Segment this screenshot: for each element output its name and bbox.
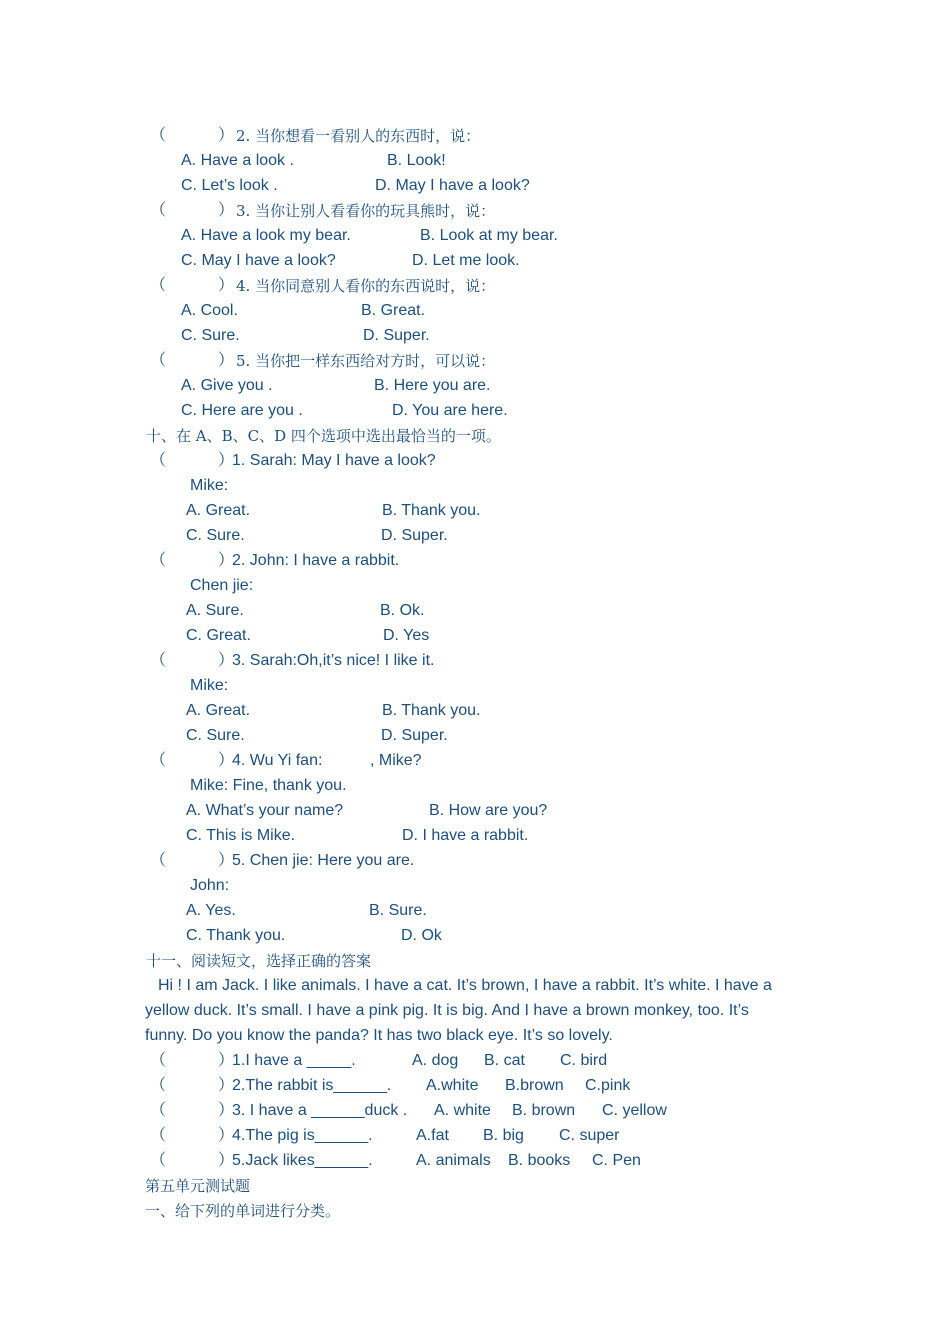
options-row — [0, 800, 950, 822]
option-d: D. May I have a look? — [375, 177, 530, 194]
options-row — [0, 725, 950, 747]
option-c: C. Thank you. — [186, 927, 286, 944]
question-text: 4.The pig is______. — [232, 1127, 373, 1144]
paren-left: （ — [150, 1127, 167, 1144]
options-row — [0, 400, 950, 422]
option-b: B. Thank you. — [382, 502, 481, 519]
option-c: C. Here are you . — [181, 402, 303, 419]
option-c: C. super — [559, 1127, 620, 1144]
option-c: C. Pen — [592, 1152, 641, 1169]
options-row — [0, 600, 950, 622]
speaker-line: Mike: — [190, 677, 229, 694]
speaker-line: Mike: Fine, thank you. — [190, 777, 347, 794]
question-9-3 — [0, 200, 950, 222]
options-row — [0, 300, 950, 322]
question-10-1 — [0, 450, 950, 472]
question-10-2 — [0, 550, 950, 572]
question-text: 3. I have a ______duck . — [232, 1102, 408, 1119]
option-c: C. Sure. — [186, 527, 245, 544]
question-9-5 — [0, 350, 950, 372]
options-row — [0, 900, 950, 922]
options-row — [0, 375, 950, 397]
unit-5-title: 第五单元测试题 — [145, 1177, 251, 1195]
paren-left: （ — [150, 1152, 167, 1169]
paren-right: ） — [218, 852, 235, 869]
paren-right: ） — [218, 752, 235, 769]
paren-right: ） — [218, 1152, 235, 1169]
question-text: 3. 当你让别人看看你的玩具熊时，说： — [236, 202, 496, 220]
question-11-1 — [0, 1050, 950, 1072]
option-b: B. Ok. — [380, 602, 425, 619]
paren-right: ） — [218, 1102, 235, 1119]
passage-line-3: funny. Do you know the panda? It has two black eye. It’s so lovely. — [145, 1027, 613, 1044]
options-row — [0, 700, 950, 722]
paren-right: ） — [218, 452, 235, 469]
options-row — [0, 175, 950, 197]
option-c: C. yellow — [602, 1102, 667, 1119]
question-text: 3. Sarah:Oh,it’s nice! I like it. — [232, 652, 435, 669]
option-a: A. white — [434, 1102, 491, 1119]
option-c: C. This is Mike. — [186, 827, 296, 844]
question-text: 4. 当你同意别人看你的东西说时，说： — [236, 277, 496, 295]
question-text: 2.The rabbit is______. — [232, 1077, 392, 1094]
section-10-title: 十、在 A、B、C、D 四个选项中选出最恰当的一项。 — [146, 427, 501, 445]
option-a: A. What’s your name? — [186, 802, 344, 819]
question-text: 5. Chen jie: Here you are. — [232, 852, 415, 869]
question-text: 1. Sarah: May I have a look? — [232, 452, 436, 469]
paren-right: ） — [218, 277, 235, 294]
option-a: A.fat — [416, 1127, 449, 1144]
options-row — [0, 500, 950, 522]
options-row — [0, 150, 950, 172]
option-a: A.white — [426, 1077, 479, 1094]
option-a: A. Cool. — [181, 302, 238, 319]
question-text: 2. 当你想看一看别人的东西时，说： — [236, 127, 481, 145]
options-row — [0, 525, 950, 547]
question-10-5 — [0, 850, 950, 872]
unit-5-section-1: 一、给下列的单词进行分类。 — [145, 1202, 341, 1220]
question-10-3 — [0, 650, 950, 672]
option-b: B. Look! — [387, 152, 446, 169]
option-d: D. You are here. — [392, 402, 508, 419]
option-c: C. Great. — [186, 627, 251, 644]
option-a: A. dog — [412, 1052, 459, 1069]
option-d: D. I have a rabbit. — [402, 827, 529, 844]
option-c: C. Sure. — [186, 727, 245, 744]
section-11-title: 十一、阅读短文，选择正确的答案 — [146, 952, 372, 970]
option-c: C.pink — [585, 1077, 631, 1094]
paren-right: ） — [218, 652, 235, 669]
option-b: B. Here you are. — [374, 377, 491, 394]
paren-left: （ — [150, 1102, 167, 1119]
option-b: B. Sure. — [369, 902, 427, 919]
paren-right: ） — [218, 552, 235, 569]
options-row — [0, 325, 950, 347]
paren-right: ） — [218, 1127, 235, 1144]
option-b: B. big — [483, 1127, 524, 1144]
paren-right: ） — [218, 202, 235, 219]
speaker-line: Chen jie: — [190, 577, 254, 594]
option-b: B.brown — [505, 1077, 564, 1094]
paren-right: ） — [218, 127, 235, 144]
passage-line-1: Hi ! I am Jack. I like animals. I have a cat. It’s brown, I have a rabbit. It’s white. I have a — [158, 977, 772, 994]
options-row — [0, 825, 950, 847]
options-row — [0, 250, 950, 272]
option-c: C. Let’s look . — [181, 177, 278, 194]
option-b: B. Look at my bear. — [420, 227, 558, 244]
question-text: 2. John: I have a rabbit. — [232, 552, 400, 569]
option-a: A. Great. — [186, 702, 251, 719]
question-11-4 — [0, 1125, 950, 1147]
option-c: C. May I have a look? — [181, 252, 336, 269]
paren-left: （ — [150, 852, 167, 869]
question-10-4 — [0, 750, 950, 772]
speaker-line: Mike: — [190, 477, 229, 494]
option-b: B. brown — [512, 1102, 576, 1119]
question-tail: , Mike? — [370, 752, 422, 769]
paren-left: （ — [150, 652, 167, 669]
paren-right: ） — [218, 352, 235, 369]
option-d: D. Super. — [381, 527, 448, 544]
option-b: B. books — [508, 1152, 571, 1169]
question-11-2 — [0, 1075, 950, 1097]
question-text: 5. 当你把一样东西给对方时，可以说： — [236, 352, 496, 370]
option-b: B. cat — [484, 1052, 525, 1069]
paren-right: ） — [218, 1077, 235, 1094]
paren-left: （ — [150, 277, 167, 294]
paren-left: （ — [150, 1052, 167, 1069]
option-a: A. Have a look my bear. — [181, 227, 351, 244]
option-c: C. bird — [560, 1052, 608, 1069]
paren-left: （ — [150, 127, 167, 144]
paren-left: （ — [150, 1077, 167, 1094]
speaker-line: John: — [190, 877, 230, 894]
question-11-5 — [0, 1150, 950, 1172]
option-d: D. Let me look. — [412, 252, 520, 269]
option-a: A. Yes. — [186, 902, 236, 919]
question-text: 1.I have a _____. — [232, 1052, 356, 1069]
paren-left: （ — [150, 452, 167, 469]
option-d: D. Super. — [363, 327, 430, 344]
option-d: D. Ok — [401, 927, 442, 944]
option-c: C. Sure. — [181, 327, 240, 344]
option-d: D. Super. — [381, 727, 448, 744]
paren-left: （ — [150, 752, 167, 769]
option-b: B. How are you? — [429, 802, 548, 819]
options-row — [0, 225, 950, 247]
option-d: D. Yes — [383, 627, 430, 644]
paren-right: ） — [218, 1052, 235, 1069]
option-a: A. animals — [416, 1152, 491, 1169]
option-a: A. Sure. — [186, 602, 244, 619]
question-text: 4. Wu Yi fan: — [232, 752, 323, 769]
paren-left: （ — [150, 352, 167, 369]
paren-left: （ — [150, 202, 167, 219]
question-9-4 — [0, 275, 950, 297]
option-b: B. Great. — [361, 302, 426, 319]
option-a: A. Have a look . — [181, 152, 294, 169]
question-11-3 — [0, 1100, 950, 1122]
question-text: 5.Jack likes______. — [232, 1152, 373, 1169]
passage-line-2: yellow duck. It’s small. I have a pink pig. It is big. And I have a brown monkey, too. It’s — [145, 1002, 749, 1019]
options-row — [0, 925, 950, 947]
option-b: B. Thank you. — [382, 702, 481, 719]
question-9-2 — [0, 125, 950, 147]
options-row — [0, 625, 950, 647]
paren-left: （ — [150, 552, 167, 569]
option-a: A. Great. — [186, 502, 251, 519]
option-a: A. Give you . — [181, 377, 273, 394]
